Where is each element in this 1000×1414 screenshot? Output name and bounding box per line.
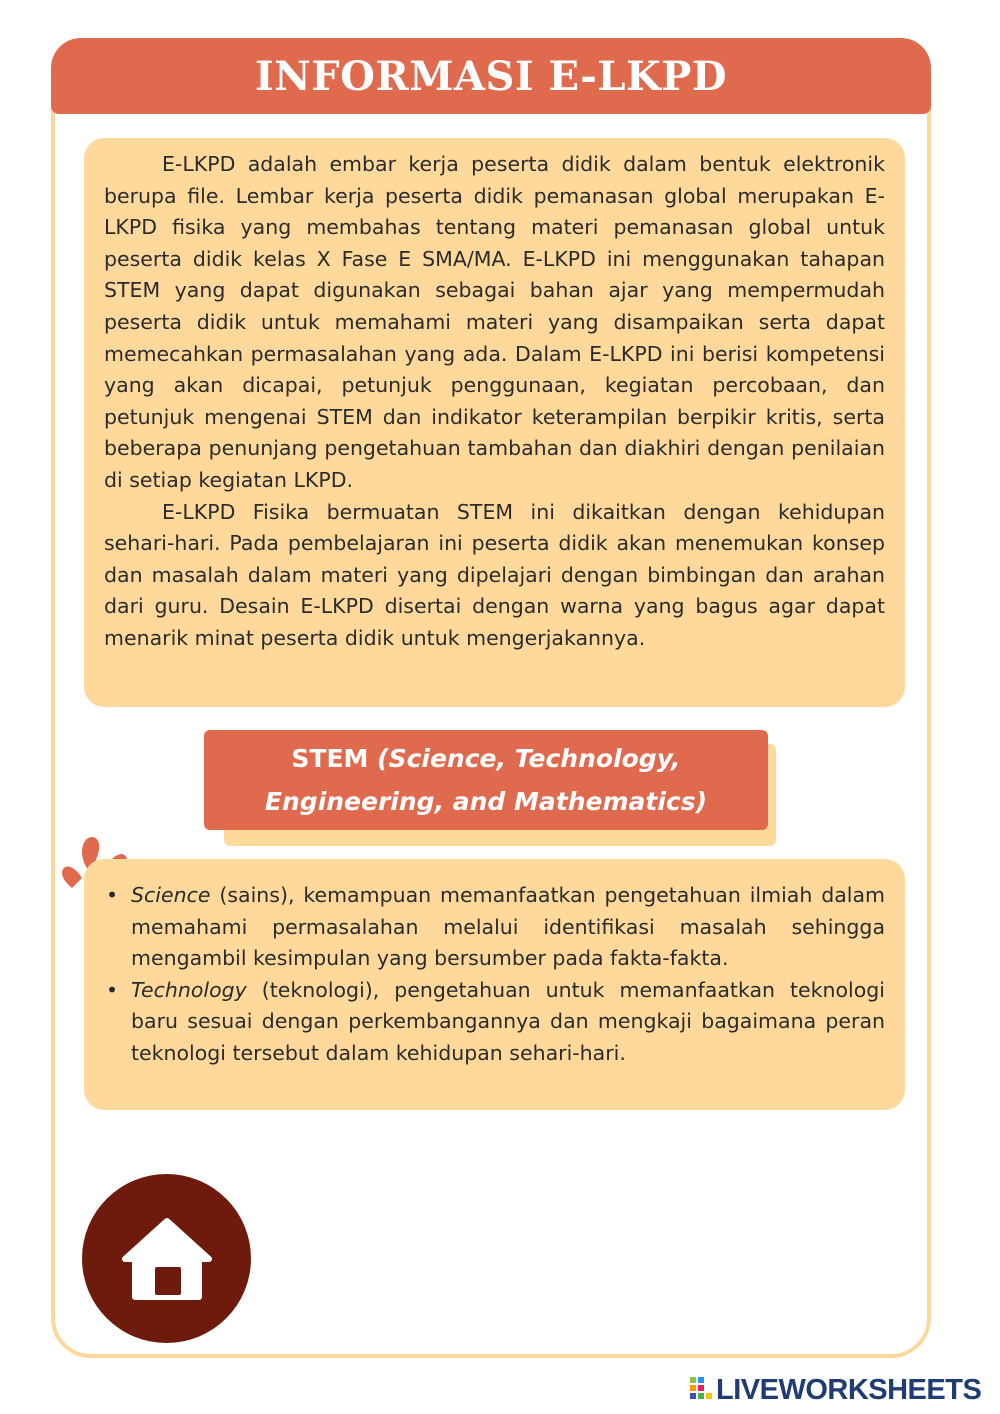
stem-list-item-science <box>106 880 885 975</box>
watermark <box>690 1372 981 1408</box>
stem-description: (teknologi), pengetahuan untuk memanfaatkan teknologi baru sesuai dengan perkembangannya dan mengkaji bagaimana peran teknologi tersebut dalam kehidupan sehari-hari. <box>131 977 885 1065</box>
home-icon <box>119 1215 215 1303</box>
page-title: INFORMASI E-LKPD <box>254 52 728 100</box>
stem-term: Science <box>131 883 211 907</box>
stem-panel <box>84 859 905 1110</box>
stem-list <box>106 880 885 1070</box>
stem-heading-line-2: Engineering, and Mathematics) <box>264 787 708 816</box>
info-panel <box>84 138 905 707</box>
stem-list-item-technology <box>106 975 885 1070</box>
stem-heading <box>204 730 768 830</box>
stem-heading-italic: (Science, Technology, <box>377 744 681 773</box>
home-button[interactable] <box>82 1174 251 1343</box>
liveworksheets-logo-icon <box>690 1377 712 1403</box>
stem-description: (sains), kemampuan memanfaatkan pengetahuan ilmiah dalam memahami permasalahan melalui identifikasi masalah sehingga mengambil kesimpulan yang bersumber pada fakta-fakta. <box>131 883 885 971</box>
info-paragraph: E-LKPD adalah embar kerja peserta didik dalam bentuk elektronik berupa file. Lembar kerja peserta didik pemanasan global merupakan E-LKPD fisika yang membahas tentang materi pemanasan global untuk peserta didik kelas X Fase E SMA/MA. E-LKPD ini menggunakan tahapan STEM yang dapat digunakan sebagai bahan ajar yang mempermudah peserta didik untuk memahami materi yang disampaikan serta dapat memecahkan permasalahan yang ada. Dalam E-LKPD ini berisi kompetensi yang akan dicapai, petunjuk penggunaan, kegiatan percobaan, dan petunjuk mengenai STEM dan indikator keterampilan berpikir kritis, serta beberapa penunjang pengetahuan tambahan dan diakhiri dengan penilaian di setiap kegiatan LKPD. <box>104 152 885 492</box>
header-banner <box>51 38 931 114</box>
stem-term: Technology <box>131 977 247 1002</box>
info-paragraph: E-LKPD Fisika bermuatan STEM ini dikaitkan dengan kehidupan sehari-hari. Pada pembelajaran ini peserta didik akan menemukan konsep dan masalah dalam materi yang dipelajari dengan bimbingan dan arahan dari guru. Desain E-LKPD disertai dengan warna yang bagus agar dapat menarik minat peserta didik untuk mengerjakannya. <box>104 499 885 650</box>
stem-heading-line-1 <box>291 737 680 780</box>
stem-heading-plain: STEM <box>291 744 378 773</box>
watermark-text: LIVEWORKSHEETS <box>716 1373 982 1406</box>
